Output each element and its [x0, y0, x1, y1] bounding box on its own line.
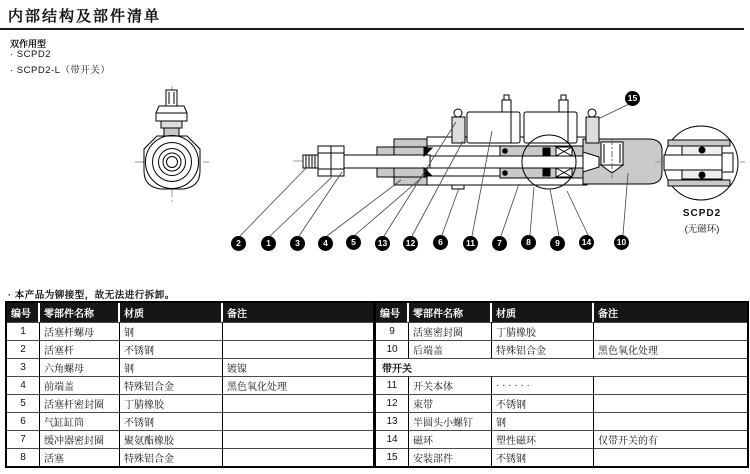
- cell-material: 钢: [120, 322, 223, 340]
- cell-remark: [223, 394, 373, 412]
- cell-name: 前端盖: [40, 376, 120, 394]
- front-view-drawing: [135, 86, 209, 202]
- model-item: · SCPD2: [10, 49, 51, 60]
- col-header-material: 材质: [492, 303, 594, 322]
- callout-14: 14: [579, 235, 594, 250]
- cell-name: 后端盖: [409, 340, 492, 358]
- callout-8: 8: [521, 235, 536, 250]
- cell-remark: [594, 448, 747, 466]
- cell-name: 开关本体: [409, 376, 492, 394]
- cell-material: 丁腈橡胶: [120, 394, 223, 412]
- col-header-name: 零部件名称: [40, 303, 120, 322]
- callout-15: 15: [625, 91, 640, 106]
- detail-view-sublabel: (无磁环): [684, 224, 720, 235]
- cell-name: 半圆头小螺钉: [409, 412, 492, 430]
- col-header-remark: 备注: [223, 303, 373, 322]
- parts-table-left: [5, 301, 374, 468]
- cell-name: 束带: [409, 394, 492, 412]
- cell-remark: [594, 412, 747, 430]
- cell-remark: 黑色氧化处理: [223, 376, 373, 394]
- cell-material: 不锈钢: [120, 340, 223, 358]
- cell-name: 安装部件: [409, 448, 492, 466]
- cell-name: 活塞密封圈: [409, 322, 492, 340]
- cell-remark: [223, 448, 373, 466]
- cell-remark: 黑色氧化处理: [594, 340, 747, 358]
- cell-no: 9: [376, 322, 409, 340]
- cell-material: · · · · · ·: [492, 376, 594, 394]
- col-header-name: 零部件名称: [409, 303, 492, 322]
- cell-material: 塑性磁环: [492, 430, 594, 448]
- cell-material: 钢: [120, 358, 223, 376]
- callout-11: 11: [463, 236, 478, 251]
- callout-12: 12: [403, 236, 418, 251]
- callout-10: 10: [614, 235, 629, 250]
- cell-no: 12: [376, 394, 409, 412]
- cell-no: 4: [7, 376, 40, 394]
- cell-material: 特殊铝合金: [492, 340, 594, 358]
- cell-remark: [223, 430, 373, 448]
- cell-name: 活塞杆密封圈: [40, 394, 120, 412]
- col-header-no: 编号: [376, 303, 409, 322]
- cell-no: 15: [376, 448, 409, 466]
- type-label: 双作用型: [10, 39, 47, 49]
- cell-name: 活塞杆: [40, 340, 120, 358]
- cell-remark: [594, 376, 747, 394]
- parts-tables: [5, 301, 748, 468]
- model-item: · SCPD2-L（带开关）: [10, 65, 111, 76]
- cell-remark: [594, 322, 747, 340]
- cell-remark: [594, 394, 747, 412]
- page-title: 内部结构及部件清单: [8, 8, 162, 25]
- cell-material: 特殊铝合金: [120, 376, 223, 394]
- cell-material: 聚氨酯橡胶: [120, 430, 223, 448]
- cell-remark: [223, 340, 373, 358]
- cell-material: 不锈钢: [492, 448, 594, 466]
- cell-material: 不锈钢: [492, 394, 594, 412]
- detail-view-label: SCPD2: [682, 208, 722, 219]
- cell-no: 7: [7, 430, 40, 448]
- callout-5: 5: [346, 235, 361, 250]
- section-view-drawing: [293, 95, 668, 189]
- cell-no: 3: [7, 358, 40, 376]
- cell-remark: 镀镍: [223, 358, 373, 376]
- cell-no: 11: [376, 376, 409, 394]
- cell-name: 气缸缸筒: [40, 412, 120, 430]
- cell-no: 14: [376, 430, 409, 448]
- callout-6: 6: [433, 235, 448, 250]
- cell-remark: 仅带开关的有: [594, 430, 747, 448]
- callout-9: 9: [550, 236, 565, 251]
- callout-4: 4: [318, 236, 333, 251]
- rivet-note: · 本产品为铆接型，故无法进行拆卸。: [8, 290, 175, 301]
- col-header-remark: 备注: [594, 303, 747, 322]
- cell-remark: [223, 412, 373, 430]
- cell-material: 丁腈橡胶: [492, 322, 594, 340]
- cell-no: 8: [7, 448, 40, 466]
- cell-material: 特殊铝合金: [120, 448, 223, 466]
- cell-name: 磁环: [409, 430, 492, 448]
- callout-3: 3: [290, 236, 305, 251]
- cell-no: 6: [7, 412, 40, 430]
- cell-no: 5: [7, 394, 40, 412]
- callout-13: 13: [375, 236, 390, 251]
- callout-1: 1: [261, 236, 276, 251]
- detail-view-drawing: [655, 126, 745, 200]
- col-header-material: 材质: [120, 303, 223, 322]
- cell-material: 不锈钢: [120, 412, 223, 430]
- with-switch-band: 带开关: [376, 358, 747, 376]
- cell-name: 缓冲器密封圈: [40, 430, 120, 448]
- col-header-no: 编号: [7, 303, 40, 322]
- callout-7: 7: [492, 236, 507, 251]
- cell-no: 10: [376, 340, 409, 358]
- cell-remark: [223, 322, 373, 340]
- cell-name: 活塞: [40, 448, 120, 466]
- cell-material: 钢: [492, 412, 594, 430]
- cell-no: 1: [7, 322, 40, 340]
- cell-no: 2: [7, 340, 40, 358]
- cell-name: 六角螺母: [40, 358, 120, 376]
- cell-name: 活塞杆螺母: [40, 322, 120, 340]
- callout-2: 2: [231, 236, 246, 251]
- parts-table-right: [374, 301, 749, 468]
- cell-no: 13: [376, 412, 409, 430]
